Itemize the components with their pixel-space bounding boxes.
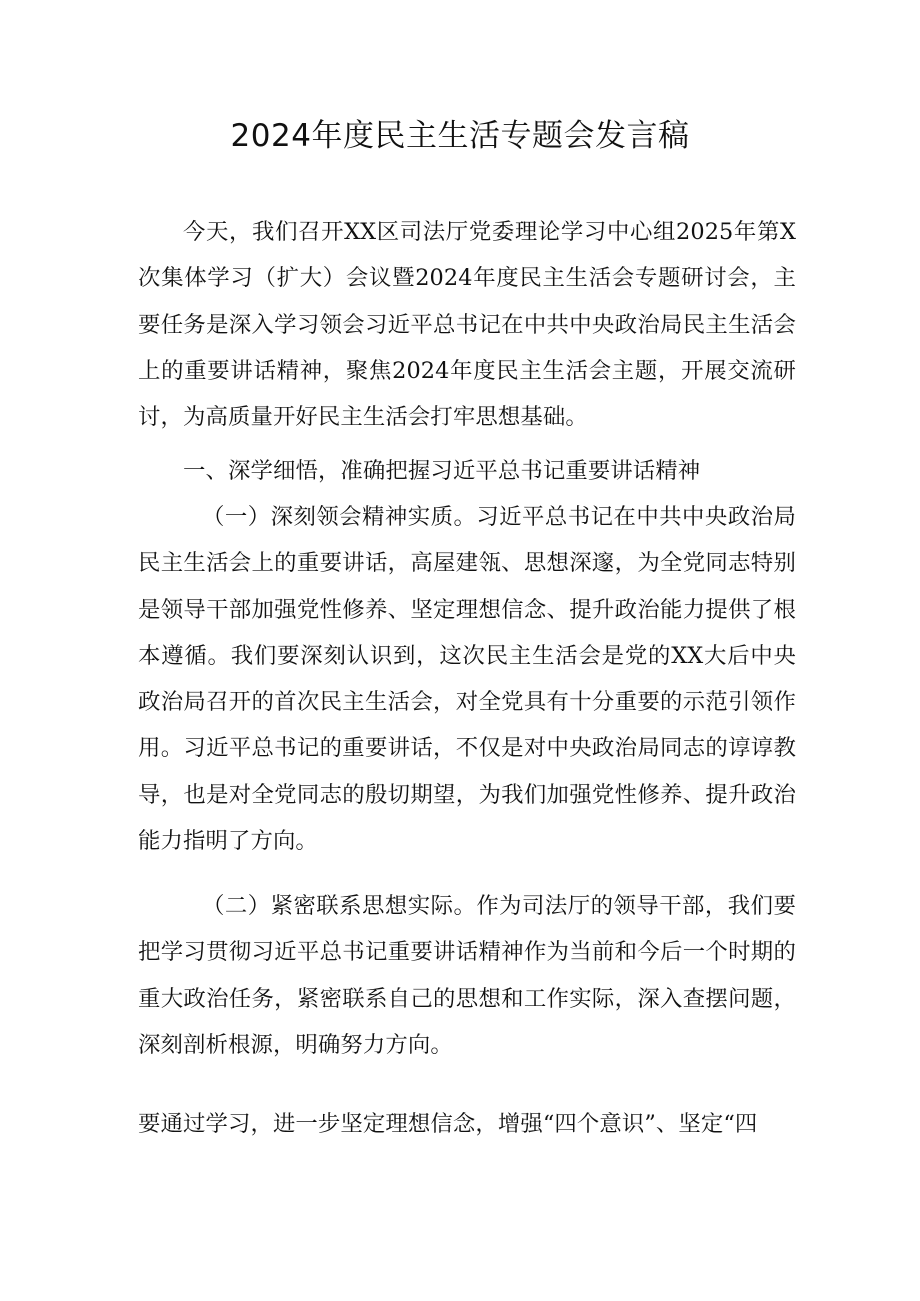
paragraph-subsection-2: （二）紧密联系思想实际。作为司法厅的领导干部，我们要把学习贯彻习近平总书记重要讲话精神作为当前和今后一个时期的重大政治任务，紧密联系自己的思想和工作实际，深入查摆问题，深刻剖析根源，明确努力方向。 [138,893,796,1058]
document-title: 2024年度民主生活专题会发言稿 [230,118,690,154]
paragraph-intro: 今天，我们召开XX区司法厅党委理论学习中心组2025年第X次集体学习（扩大）会议暨2024年度民主生活会专题研讨会，主要任务是深入学习领会习近平总书记在中共中央政治局民主生活会上的重要讲话精神，聚焦2024年度民主生活会主题，开展交流研讨，为高质量开好民主生活会打牢思想基础。 [138,219,796,431]
section-heading-1: 一、深学细悟，准确把握习近平总书记重要讲话精神 [183,458,701,484]
paragraph-subsection-1: （一）深刻领会精神实质。习近平总书记在中共中央政治局民主生活会上的重要讲话，高屋建瓴、思想深邃，为全党同志特别是领导干部加强党性修养、坚定理想信念、提升政治能力提供了根本遵循。我们要深刻认识到，这次民主生活会是党的XX大后中央政治局召开的首次民主生活会，对全党具有十分重要的示范引领作用。习近平总书记的重要讲话，不仅是对中央政治局同志的谆谆教导，也是对全党同志的殷切期望，为我们加强党性修养、提升政治能力指明了方向。 [138,504,796,855]
paragraph-continuation: 要通过学习，进一步坚定理想信念，增强“四个意识”、坚定“四 [138,1111,758,1137]
